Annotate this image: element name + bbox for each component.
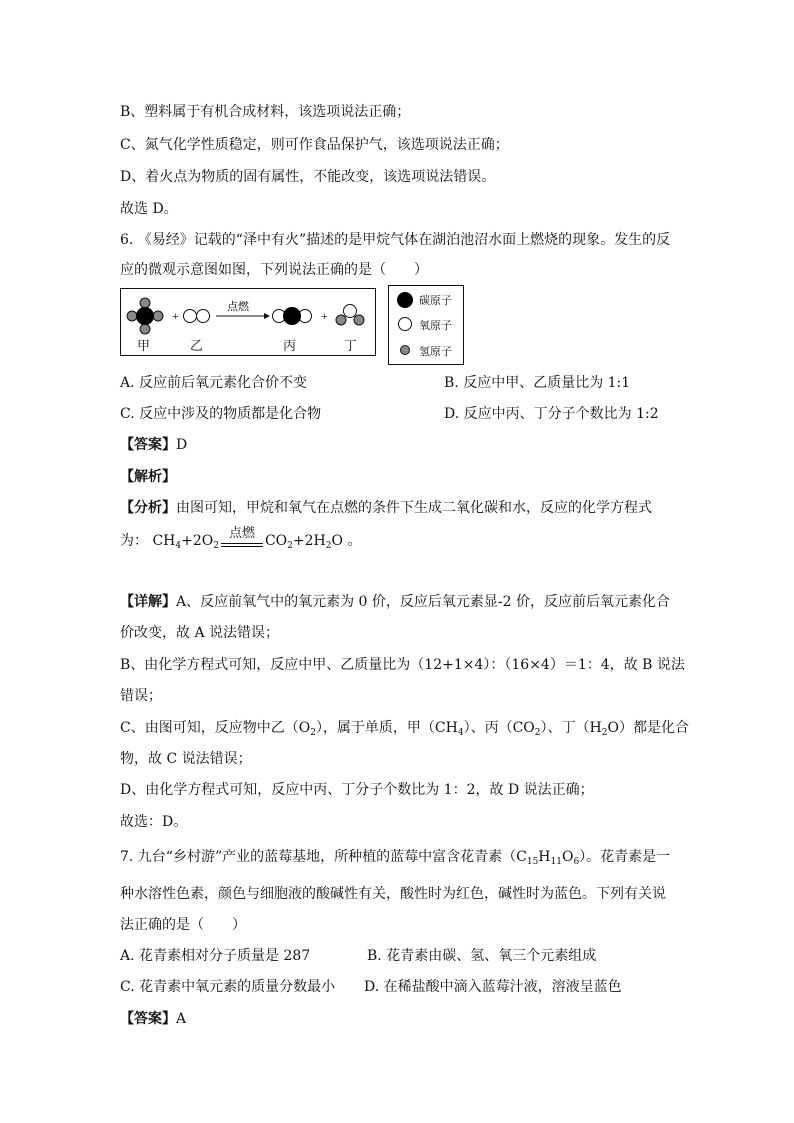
- q6-option-a: A. 反应前后氧元素化合价不变: [120, 375, 308, 391]
- option-b-explanation: B、塑料属于有机合成材料，该选项说法正确；: [120, 104, 411, 120]
- conclusion: 故选 D。: [120, 201, 178, 217]
- label-jia: 甲: [137, 339, 151, 354]
- eq-end: 。: [347, 533, 362, 549]
- question-7-stem: 7. 九台“乡村游”产业的蓝莓基地，所种植的蓝莓中富含花青素$(C_{15}H_{11}O_6)$。花青素是一: [120, 849, 671, 867]
- q6-option-c: C. 反应中涉及的物质都是化合物: [120, 406, 322, 422]
- detail-a-line2: 价改变，故 A 说法错误；: [120, 625, 280, 641]
- q7-option-d: D. 在稀盐酸中滴入蓝莓汁液，溶液呈蓝色: [364, 979, 622, 995]
- carbon-atom: [283, 307, 301, 325]
- plus-sign: +: [321, 309, 328, 323]
- q6-option-d: D. 反应中丙、丁分子个数比为 1:2: [444, 406, 659, 422]
- legend-hydrogen: 氢原子: [419, 345, 452, 358]
- question-6-stem-cont: 应的微观示意图如图，下列说法正确的是（ ）: [120, 262, 428, 278]
- hydrogen-atom: [127, 311, 137, 321]
- detail-d: D、由化学方程式可知，反应中丙、丁分子个数比为 1：2，故 D 说法正确；: [120, 782, 594, 798]
- option-d-explanation: D、着火点为物质的固有属性，不能改变，该选项说法错误。: [120, 169, 496, 185]
- carbon-legend-icon: [397, 292, 413, 308]
- question-6-stem: 6. 《易经》记载的“泽中有火”描述的是甲烷气体在湖泊池沼水面上燃烧的现象。发生的反: [120, 232, 671, 248]
- answer-value: A: [176, 1011, 187, 1027]
- legend-oxygen: 氧原子: [419, 319, 452, 332]
- question-7-stem-cont: 种水溶性色素，颜色与细胞液的酸碱性有关，酸性时为红色，碱性时为蓝色。下列有关说: [120, 886, 666, 902]
- answer-q6: [120, 435, 187, 455]
- detail-c-line1: C、由图可知，反应物中乙$(O_2)$，属于单质，甲$(CH_4)$、丙$(CO_2)$、丁$(H_2O)$都是化合: [120, 720, 689, 738]
- answer-label: 【答案】: [120, 437, 176, 453]
- hydrogen-atom: [140, 298, 150, 308]
- q7-option-c: C. 花青素中氧元素的质量分数最小: [120, 979, 336, 995]
- detail-b-line1: B、由化学方程式可知，反应中甲、乙质量比为（12+1×4）：（16×4）＝1：4，故 B 说法: [120, 657, 685, 673]
- analysis-paragraph: [120, 498, 652, 518]
- eq-condition: 点燃: [228, 526, 255, 541]
- plus-sign: +: [172, 309, 179, 323]
- methane-molecule: [127, 298, 163, 334]
- oxygen-molecule: [184, 310, 210, 323]
- q6-option-b: B. 反应中甲、乙质量比为 1:1: [444, 375, 631, 391]
- reaction-molecules: [121, 289, 375, 355]
- analysis-heading: 【解析】: [120, 469, 176, 485]
- atom-legend: [388, 285, 464, 365]
- eq-prefix: 为：: [120, 533, 148, 549]
- arrow-head-icon: [264, 313, 270, 319]
- reaction-diagram: [120, 288, 376, 356]
- option-c-explanation: C、氮气化学性质稳定，则可作食品保护气，该选项说法正确；: [120, 137, 509, 153]
- q7-option-a: A. 花青素相对分子质量是 287: [120, 948, 311, 964]
- eq-condition-arrow: [219, 526, 265, 551]
- water-molecule: [336, 305, 364, 326]
- label-yi: 乙: [190, 339, 204, 354]
- detail-b-line2: 错误；: [120, 688, 162, 704]
- question-7-stem-end: 法正确的是（ ）: [120, 917, 246, 933]
- detail-a-line1: 【详解】A、反应前氧气中的氧元素为 0 价，反应后氧元素显-2 价，反应前后氧元素化合: [120, 594, 671, 610]
- oxygen-legend-icon: [399, 318, 412, 331]
- q7-option-b: B. 花青素由碳、氢、氧三个元素组成: [367, 948, 597, 964]
- detail-label: 【详解】: [120, 594, 176, 610]
- oxygen-atom: [184, 310, 197, 323]
- answer-label: 【答案】: [120, 1011, 176, 1027]
- fenxi-text: 由图可知，甲烷和氧气在点燃的条件下生成二氧化碳和水，反应的化学方程式: [176, 500, 652, 516]
- label-ding: 丁: [344, 339, 358, 354]
- conclusion-q6: 故选：D。: [120, 814, 188, 830]
- carbon-dioxide-molecule: [273, 307, 312, 325]
- label-bing: 丙: [283, 339, 297, 354]
- hydrogen-atom: [153, 311, 163, 321]
- answer-q7: [120, 1009, 186, 1029]
- chemical-equation: [120, 526, 362, 566]
- arrow-condition: 点燃: [227, 300, 249, 313]
- hydrogen-atom: [336, 315, 346, 325]
- anthocyanin-formula: $C_{15}H_{11}O_6$: [516, 849, 580, 867]
- eq-products: $CO_2+2H_2O$: [264, 533, 343, 551]
- fenxi-label: 【分析】: [120, 500, 176, 516]
- oxygen-atom: [197, 310, 210, 323]
- hydrogen-atom: [140, 324, 150, 334]
- hydrogen-legend-icon: [401, 346, 410, 355]
- answer-value: D: [176, 437, 188, 453]
- eq-reactants: $CH_4+2O_2$: [152, 533, 219, 551]
- legend-carbon: 碳原子: [419, 294, 452, 307]
- hydrogen-atom: [354, 315, 364, 325]
- oxygen-atom: [344, 305, 357, 318]
- detail-c-line2: 物，故 C 说法错误；: [120, 751, 252, 767]
- carbon-atom: [136, 307, 154, 325]
